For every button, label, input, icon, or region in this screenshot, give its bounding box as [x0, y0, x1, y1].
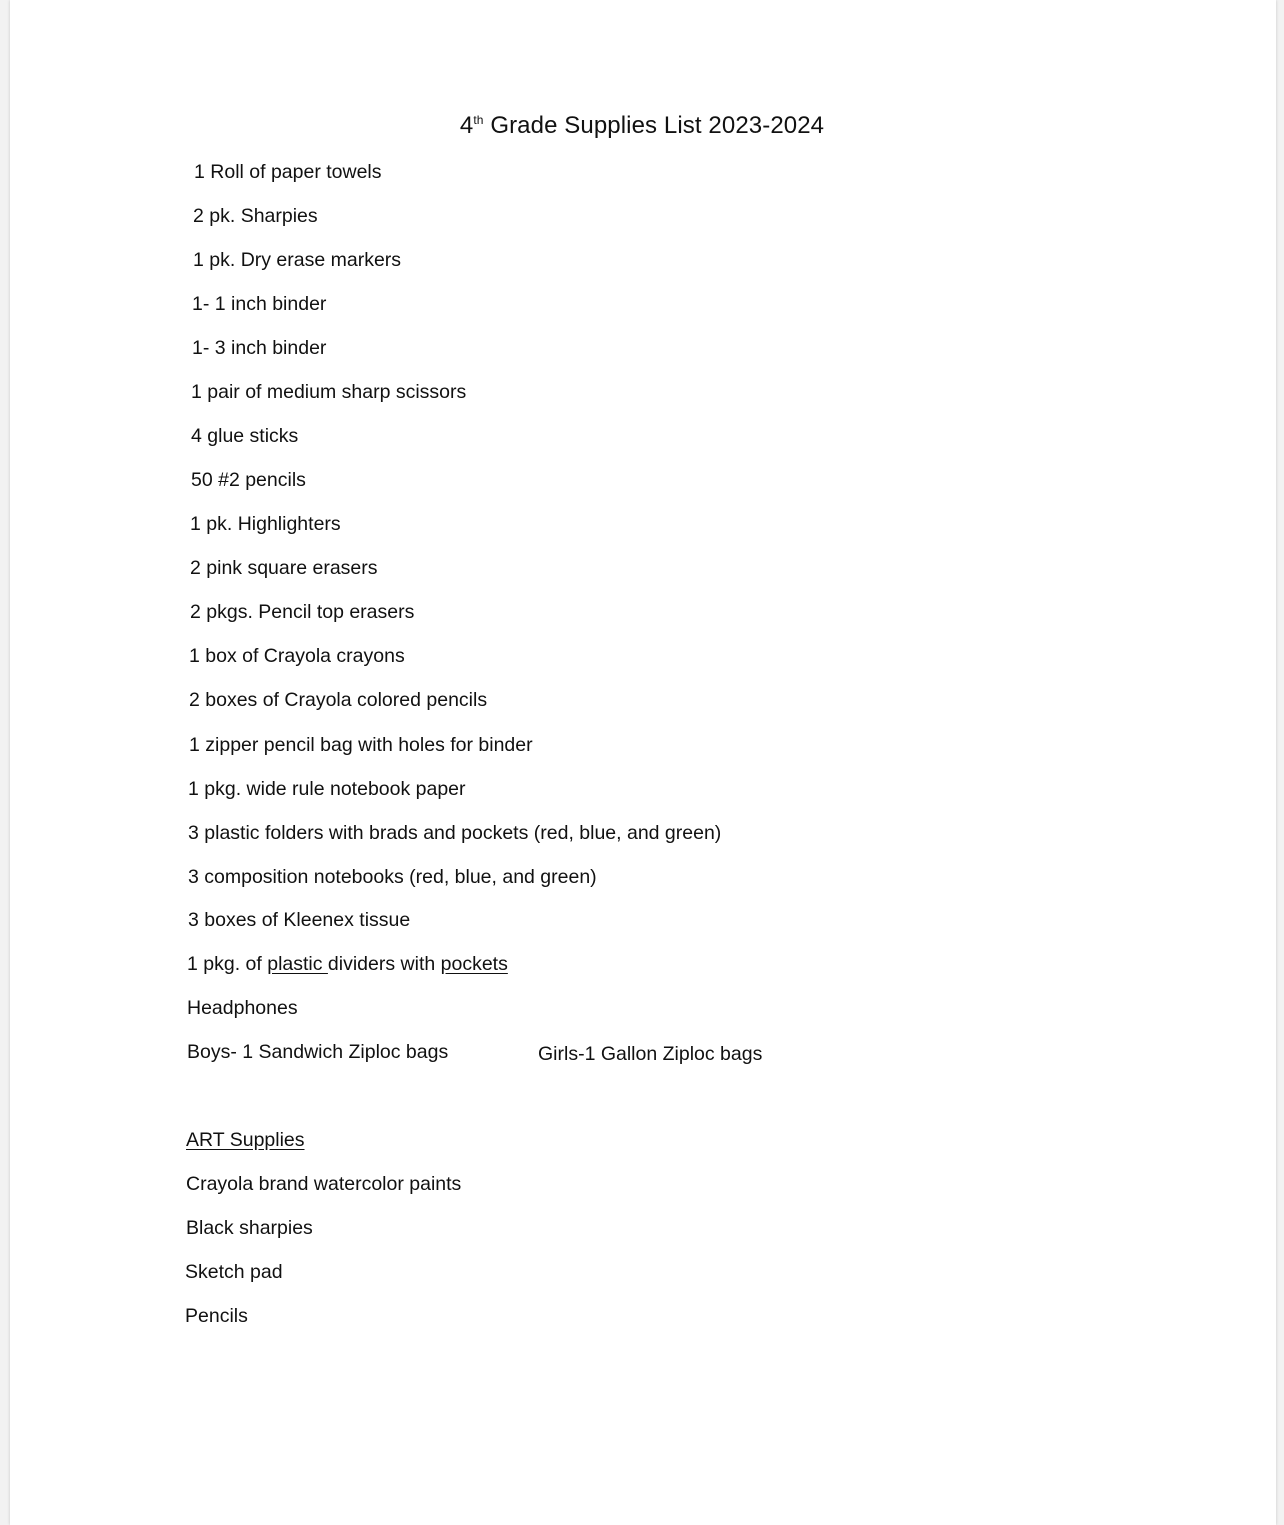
- list-item: 1- 1 inch binder: [192, 293, 327, 315]
- list-item: Black sharpies: [186, 1217, 313, 1239]
- list-item: 3 plastic folders with brads and pockets (red, blue, and green): [188, 822, 722, 844]
- list-item: 1 box of Crayola crayons: [189, 645, 405, 667]
- list-item: 50 #2 pencils: [191, 469, 306, 491]
- list-item: 3 boxes of Kleenex tissue: [188, 909, 411, 931]
- list-item: 1 pkg. wide rule notebook paper: [188, 778, 466, 800]
- page-title: 4th Grade Supplies List 2023-2024: [459, 112, 825, 139]
- list-item: 1 zipper pencil bag with holes for binder: [189, 734, 533, 756]
- list-item-dividers: 1 pkg. of plastic dividers with pockets: [187, 953, 508, 975]
- title-superscript: th: [473, 113, 484, 127]
- list-item: 2 pk. Sharpies: [193, 205, 318, 227]
- list-item: 2 pkgs. Pencil top erasers: [190, 601, 415, 623]
- list-item: 1 pk. Highlighters: [190, 513, 341, 535]
- list-item-girls: Girls-1 Gallon Ziploc bags: [538, 1043, 763, 1065]
- list-item: 2 boxes of Crayola colored pencils: [189, 689, 488, 711]
- list-item: Crayola brand watercolor paints: [186, 1173, 462, 1195]
- list-item: 1 Roll of paper towels: [194, 161, 382, 183]
- list-item-headphones: Headphones: [187, 997, 298, 1019]
- list-item: 4 glue sticks: [191, 425, 299, 447]
- list-item: Sketch pad: [185, 1261, 283, 1283]
- list-item: 2 pink square erasers: [190, 557, 378, 579]
- underlined-text: plastic: [267, 953, 328, 975]
- art-supplies-heading: ART Supplies: [186, 1129, 305, 1151]
- list-item: 1- 3 inch binder: [192, 337, 327, 359]
- list-item: Pencils: [185, 1305, 248, 1327]
- document-page: [10, 0, 1276, 1525]
- list-item: 1 pk. Dry erase markers: [193, 249, 402, 271]
- list-item: 3 composition notebooks (red, blue, and green): [188, 866, 597, 888]
- underlined-text: pockets: [440, 953, 508, 975]
- list-item-boys: Boys- 1 Sandwich Ziploc bags: [187, 1041, 449, 1063]
- list-item: 1 pair of medium sharp scissors: [191, 381, 467, 403]
